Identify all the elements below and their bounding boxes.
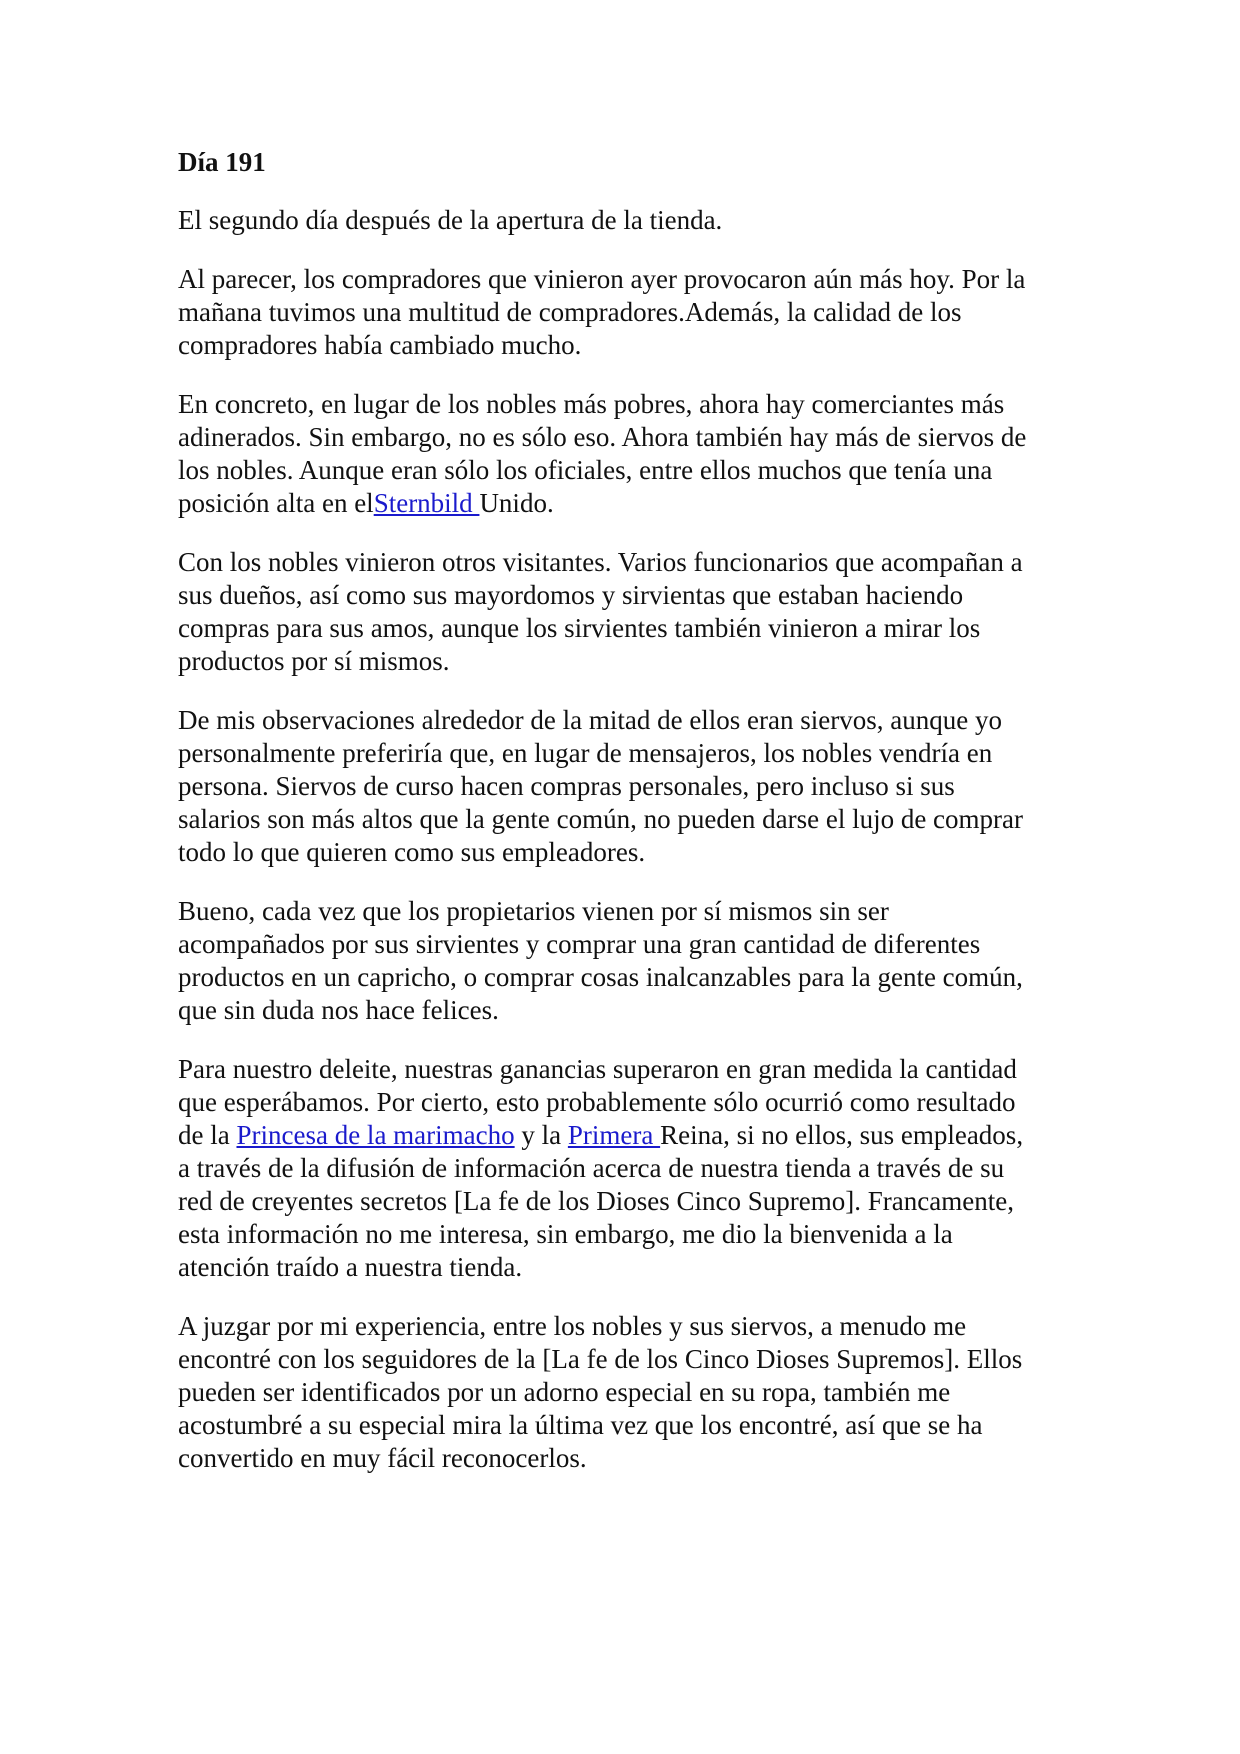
paragraph-3 [178, 388, 1078, 520]
paragraph-4: Con los nobles vinieron otros visitantes. Varios funcionarios que acompañan a sus dueños, así como sus mayordomos y sirvientas que estaban haciendo compras para sus amos, aunque los sirvientes también vinieron a mirar los productos por sí mismos. [178, 547, 1023, 676]
primera-link[interactable]: Primera [567, 1120, 661, 1150]
paragraph-2: Al parecer, los compradores que vinieron ayer provocaron aún más hoy. Por la mañana tuvimos una multitud de compradores.Además, la calidad de los compradores había cambiado mucho. [178, 264, 1026, 360]
paragraph-7-text-after: Reina, si no ellos, sus empleados, a través de la difusión de información acerca de nuestra tienda a través de su red de creyentes secretos [La fe de los Dioses Cinco Supremo]. Francamente, esta información no me interesa, sin embargo, me dio la bienvenida a la atención traído a nuestra tienda. [178, 1120, 1024, 1282]
sternbild-link[interactable]: Sternbild [373, 488, 480, 518]
paragraph-3-text-after: Unido. [479, 488, 554, 518]
chapter-title: Día 191 [178, 147, 266, 177]
paragraph-8: A juzgar por mi experiencia, entre los nobles y sus siervos, a menudo me encontré con los seguidores de la [La fe de los Cinco Dioses Supremos]. Ellos pueden ser identificados por un adorno especial en su ropa, también me acostumbré a su especial mira la última vez que los encontré, así que se ha convertido en muy fácil reconocerlos. [178, 1311, 1023, 1473]
paragraph-7-text-before: Para nuestro deleite, nuestras ganancias superaron en gran medida la cantidad que esperábamos. Por cierto, esto probablemente sólo ocurrió como resultado de la [178, 1054, 1017, 1150]
paragraph-7-text-middle: y la [514, 1120, 568, 1150]
document-page [178, 146, 1078, 1501]
paragraph-6: Bueno, cada vez que los propietarios vienen por sí mismos sin ser acompañados por sus sirvientes y comprar una gran cantidad de diferentes productos en un capricho, o comprar cosas inalcanzables para la gente común, que sin duda nos hace felices. [178, 896, 1023, 1025]
paragraph-1: El segundo día después de la apertura de la tienda. [178, 205, 723, 235]
paragraph-5: De mis observaciones alrededor de la mitad de ellos eran siervos, aunque yo personalmente preferiría que, en lugar de mensajeros, los nobles vendría en persona. Siervos de curso hacen compras personales, pero incluso si sus salarios son más altos que la gente común, no pueden darse el lujo de comprar todo lo que quieren como sus empleadores. [178, 705, 1024, 867]
princesa-link[interactable]: Princesa de la marimacho [236, 1120, 515, 1150]
paragraph-3-text-before: En concreto, en lugar de los nobles más pobres, ahora hay comerciantes más adinerados. Sin embargo, no es sólo eso. Ahora también hay más de siervos de los nobles. Aunque eran sólo los oficiales, entre ellos muchos que tenía una posición alta en el [178, 389, 1027, 518]
paragraph-7 [178, 1053, 1078, 1284]
